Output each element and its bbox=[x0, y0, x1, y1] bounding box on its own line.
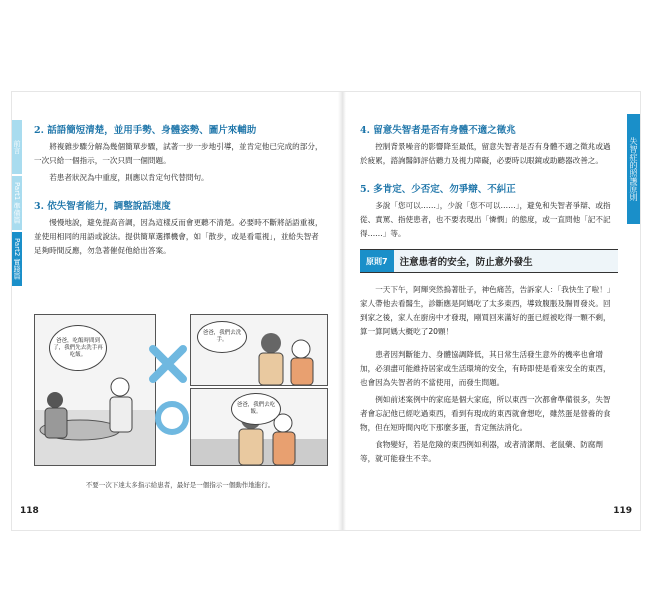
gutter bbox=[338, 92, 346, 530]
comic-panel-wrong bbox=[34, 314, 156, 466]
section-3-para-1: 慢慢地說，避免提高音調，因為這樣反而會更聽不清楚。必要時不斷將話語重複，並使用相同的用語或說法。提供簡單選擇機會，如「散步，或是看電視」，並給失智者足夠時間反應，勿急著催促他給出答案。 bbox=[34, 218, 323, 255]
principle-heading bbox=[360, 249, 618, 273]
principle-badge: 原則7 bbox=[360, 250, 394, 272]
speech-bubble-long: 爸爸，吃飯時間到了，我們先去洗手再吃飯。 bbox=[49, 325, 107, 371]
book-spread bbox=[12, 92, 640, 530]
speech-bubble-wash: 爸爸，我們去洗手。 bbox=[197, 321, 247, 353]
comic-caption: 不要一次下達太多指示給患者，最好是一個指示一個動作地進行。 bbox=[85, 481, 275, 489]
section-5-title: 5. 多肯定、少否定、勿爭辯、不糾正 bbox=[360, 184, 516, 195]
tab-preface: 前言 bbox=[12, 120, 22, 174]
right-para-1: 患者因判斷能力、身體協調降低，其日常生活發生意外的機率也會增加，必須盡可能維持居家或生活環境的安全，有時即使是看來安全的東西，也會因為失智者的不當使用，而發生問題。 bbox=[360, 350, 611, 387]
right-para-3: 食物變好，若是危險的東西例如利器，或者清潔劑、老鼠藥、防腐劑等，就可能發生不幸。 bbox=[360, 440, 603, 463]
section-4-title: 4. 留意失智者是否有身體不適之徵兆 bbox=[360, 125, 516, 136]
speech-bubble-eat: 爸爸，我們去吃飯。 bbox=[231, 393, 281, 425]
section-3-title: 3. 依失智者能力，調整說話速度 bbox=[34, 201, 171, 212]
section-4-para-1: 控制背景噪音的影響降至最低，留意失智者是否有身體不適之徵兆或過於疲累，諮詢醫師評估聽力及視力障礙，必要時以眼鏡或助聽器改善之。 bbox=[360, 142, 611, 165]
section-2-title: 2. 話語簡短清楚，並用手勢、身體姿勢、圖片來輔助 bbox=[34, 125, 257, 136]
comic-illustration bbox=[34, 314, 326, 474]
section-2-para-2: 若患者狀況為中重度，則應以肯定句代替問句。 bbox=[49, 173, 209, 182]
case-story: 一天下午，阿輝突然摀著肚子，神色痛苦，告訴家人：「我快生了啦！」家人帶他去看醫生，診斷應是阿媽吃了太多東西，導致腹脹及腸胃發炎。回到家之後，家人在廚房中才發現，剛買回來滿好的蛋已經被吃得一顆不剩，算一算阿媽大概吃了20顆！ bbox=[360, 285, 615, 336]
left-page bbox=[34, 122, 326, 261]
section-2-para-1: 將複雜步驟分解為幾個簡單步驟，試著一步一步地引導，並肯定他已完成的部分，一次只給一個指示，一次只問一個問題。 bbox=[34, 142, 323, 165]
comic-panel-right-2 bbox=[190, 388, 328, 466]
page-number-right: 119 bbox=[613, 506, 632, 516]
tab-part1: Part1 準備篇 bbox=[12, 176, 22, 230]
principle-title: 注意患者的安全，防止意外發生 bbox=[399, 257, 533, 268]
right-side-tab: 失智症的照護原則 bbox=[627, 114, 640, 224]
right-para-2: 例如前述案例中的家庭是個大家庭，所以東西一次都會準備很多，失智者會忘記他已經吃過東西，看到有現成的東西就會想吃，雖然蛋是營養的食物，但在短時間內吃下那麼多蛋，肯定無法消化。 bbox=[360, 395, 611, 432]
wrong-x-icon bbox=[148, 344, 188, 384]
left-side-tabs bbox=[12, 120, 24, 288]
tab-part2: Part2 實踐篇 bbox=[12, 232, 22, 286]
section-5-para-1: 多說「您可以……」，少說「您不可以……」，避免和失智者爭辯、或指從、責罵、指使患者，也不要表現出「憐憫」的態度，或一直問他「記不記得……」等。 bbox=[360, 201, 611, 238]
page-number-left: 118 bbox=[20, 506, 39, 516]
comic-panel-right-1 bbox=[190, 314, 328, 386]
correct-circle-icon bbox=[154, 400, 190, 436]
right-page bbox=[360, 122, 618, 469]
